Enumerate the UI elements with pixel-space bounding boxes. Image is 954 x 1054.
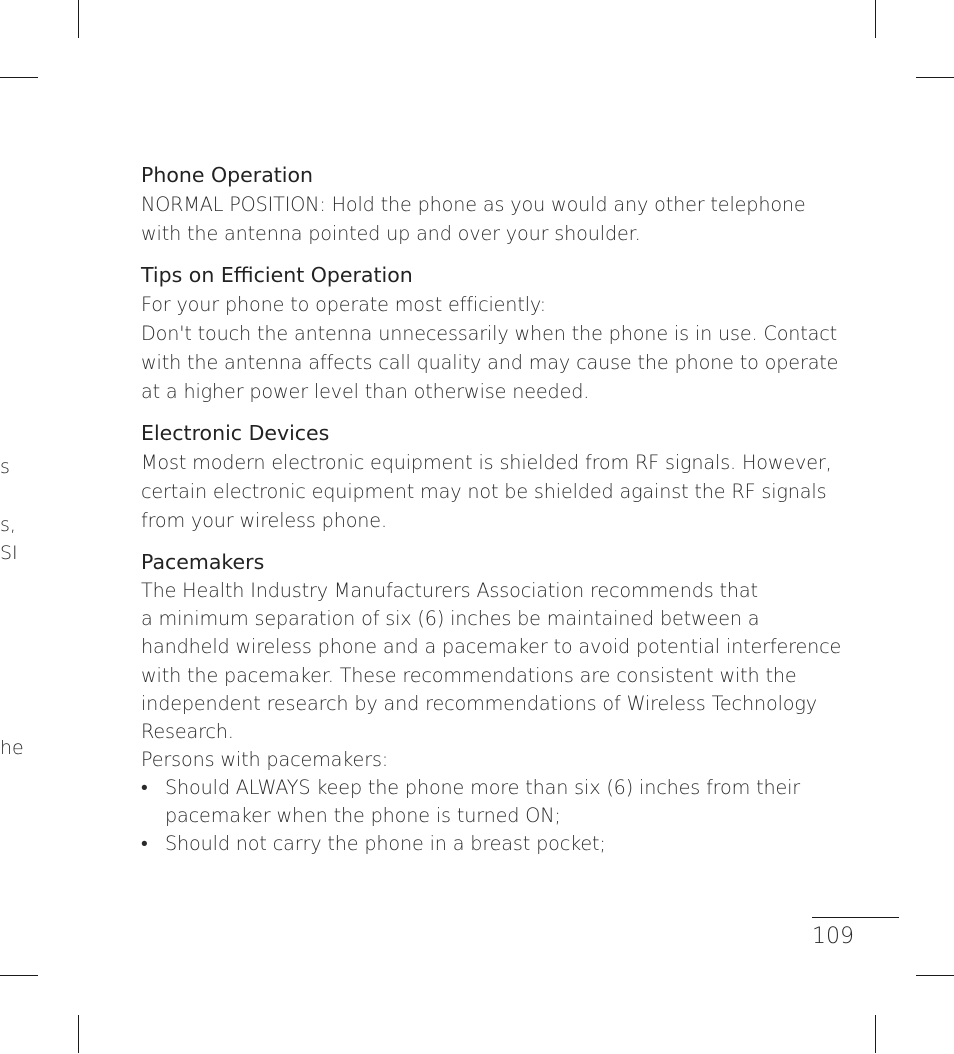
- crop-mark-bottom-right-horizontal: [916, 975, 954, 976]
- text-line: handheld wireless phone and a pacemaker to avoid potential interference: [141, 635, 842, 659]
- list-item: [141, 830, 841, 858]
- section-heading: Pacemakers: [141, 550, 265, 574]
- crop-mark-bottom-left-horizontal: [0, 975, 38, 976]
- list-item: [141, 774, 841, 830]
- text-line: NORMAL POSITION: Hold the phone as you would any other telephone: [141, 193, 806, 216]
- crop-mark-top-right-horizontal: [916, 77, 954, 78]
- text-line: Don't touch the antenna unnecessarily when the phone is in use. Contact: [141, 322, 838, 345]
- crop-mark-bottom-right-vertical: [875, 1015, 876, 1053]
- section-heading: Tips on Efficient Operation: [141, 263, 413, 287]
- bullet-icon: •: [141, 776, 148, 800]
- bullet-list: [141, 774, 841, 858]
- text-line: Should not carry the phone in a breast pocket;: [165, 832, 606, 856]
- crop-mark-bottom-left-vertical: [78, 1015, 79, 1053]
- text-line: pacemaker when the phone is turned ON;: [165, 804, 561, 828]
- page-number-rule: [812, 917, 899, 918]
- section-electronic-devices: [141, 418, 841, 535]
- section-heading: Phone Operation: [141, 163, 314, 187]
- section-body: [141, 448, 841, 535]
- crop-mark-top-right-vertical: [875, 0, 876, 38]
- page-content: [141, 160, 841, 870]
- bleed-fragment: he: [0, 737, 24, 759]
- bullet-icon: •: [141, 832, 148, 856]
- section-heading: Electronic Devices: [141, 421, 330, 445]
- section-body: [141, 577, 841, 774]
- text-line: from your wireless phone.: [141, 509, 387, 532]
- bleed-fragment: s,: [0, 514, 16, 536]
- text-line: at a higher power level than otherwise needed.: [141, 380, 590, 403]
- crop-mark-top-left-vertical: [78, 0, 79, 38]
- text-line: with the pacemaker. These recommendations are consistent with the: [141, 663, 797, 687]
- text-line: with the antenna affects call quality and may cause the phone to operate: [141, 351, 839, 374]
- text-line: Persons with pacemakers:: [141, 748, 389, 772]
- text-line: Should ALWAYS keep the phone more than six (6) inches from their: [165, 776, 801, 800]
- bleed-fragment: SI: [0, 542, 18, 564]
- text-line: with the antenna pointed up and over your shoulder.: [141, 222, 641, 245]
- text-line: Research.: [141, 720, 234, 744]
- section-phone-operation: [141, 160, 841, 248]
- text-line: certain electronic equipment may not be shielded against the RF signals: [141, 480, 827, 503]
- section-pacemakers: [141, 547, 841, 858]
- text-line: Most modern electronic equipment is shielded from RF signals. However,: [141, 451, 832, 474]
- section-body: [141, 290, 841, 406]
- text-line: independent research by and recommendations of Wireless Technology: [141, 691, 817, 715]
- text-line: a minimum separation of six (6) inches be maintained between a: [141, 607, 760, 631]
- text-line: The Health Industry Manufacturers Association recommends that: [141, 579, 758, 602]
- crop-mark-top-left-horizontal: [0, 77, 38, 78]
- section-body: [141, 190, 841, 248]
- text-line: For your phone to operate most efficiently:: [141, 293, 546, 316]
- page-number: 109: [812, 924, 854, 949]
- bleed-fragment: s: [0, 456, 10, 478]
- section-efficient-operation: [141, 260, 841, 406]
